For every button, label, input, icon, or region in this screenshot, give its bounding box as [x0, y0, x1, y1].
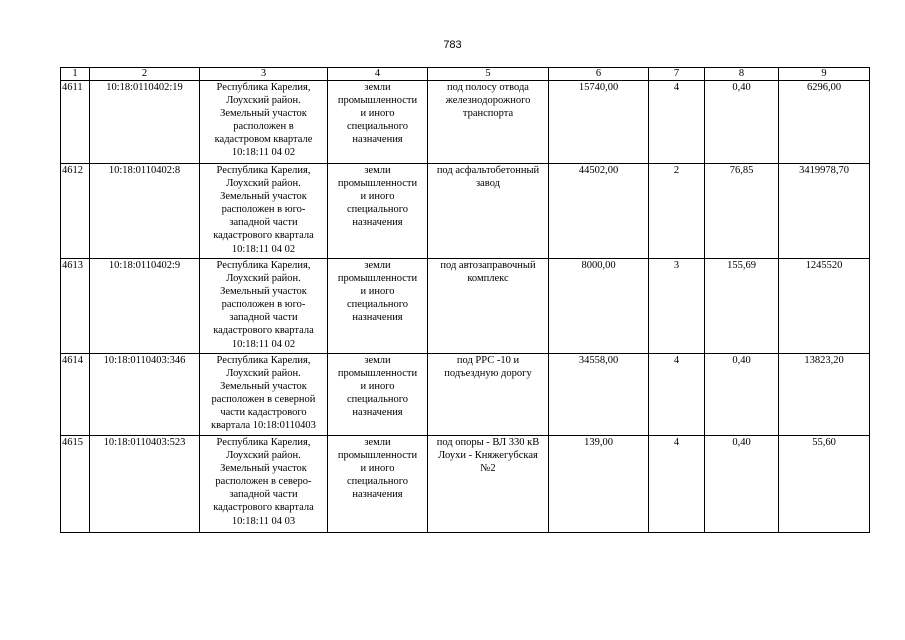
- page-number: 783: [443, 39, 462, 51]
- cadastral-number-cell: 10:18:0110403:346: [90, 354, 200, 436]
- table-header-row: [61, 68, 870, 81]
- value-cell: 3419978,70: [779, 164, 870, 259]
- location-cell: Республика Карелия, Лоухский район. Земельный участок расположен в юго- западной части кадастрового квартала 10:18:11 04 02: [200, 164, 328, 259]
- usage-cell: под опоры - ВЛ 330 кВ Лоухи - Княжегубская №2: [428, 436, 549, 533]
- cadastral-number-cell: 10:18:0110402:19: [90, 81, 200, 164]
- header-cell: 1: [61, 68, 90, 81]
- usage-cell: под асфальтобетонный завод: [428, 164, 549, 259]
- value-cell: 1245520: [779, 259, 870, 354]
- header-cell: 2: [90, 68, 200, 81]
- land-category-cell: земли промышленности и иного специального назначения: [328, 81, 428, 164]
- group-cell: 4: [649, 436, 705, 533]
- area-cell: 44502,00: [549, 164, 649, 259]
- cadastral-number-cell: 10:18:0110402:9: [90, 259, 200, 354]
- location-cell: Республика Карелия, Лоухский район. Земельный участок расположен в юго- западной части кадастрового квартала 10:18:11 04 02: [200, 259, 328, 354]
- usage-cell: под полосу отвода железнодорожного транспорта: [428, 81, 549, 164]
- table-row: [61, 354, 870, 436]
- area-cell: 8000,00: [549, 259, 649, 354]
- row-number-cell: 4612: [61, 164, 90, 259]
- rate-cell: 0,40: [705, 436, 779, 533]
- area-cell: 34558,00: [549, 354, 649, 436]
- location-cell: Республика Карелия, Лоухский район. Земельный участок расположен в кадастровом квартале 10:18:11 04 02: [200, 81, 328, 164]
- group-cell: 4: [649, 354, 705, 436]
- group-cell: 2: [649, 164, 705, 259]
- land-category-cell: земли промышленности и иного специального назначения: [328, 354, 428, 436]
- header-cell: 9: [779, 68, 870, 81]
- row-number-cell: 4611: [61, 81, 90, 164]
- header-cell: 5: [428, 68, 549, 81]
- row-number-cell: 4613: [61, 259, 90, 354]
- land-category-cell: земли промышленности и иного специального назначения: [328, 259, 428, 354]
- value-cell: 13823,20: [779, 354, 870, 436]
- value-cell: 55,60: [779, 436, 870, 533]
- header-cell: 7: [649, 68, 705, 81]
- table-row: [61, 164, 870, 259]
- group-cell: 4: [649, 81, 705, 164]
- rate-cell: 0,40: [705, 81, 779, 164]
- header-cell: 3: [200, 68, 328, 81]
- area-cell: 139,00: [549, 436, 649, 533]
- header-cell: 8: [705, 68, 779, 81]
- land-category-cell: земли промышленности и иного специального назначения: [328, 164, 428, 259]
- cadastral-number-cell: 10:18:0110402:8: [90, 164, 200, 259]
- rate-cell: 0,40: [705, 354, 779, 436]
- land-category-cell: земли промышленности и иного специального назначения: [328, 436, 428, 533]
- location-cell: Республика Карелия, Лоухский район. Земельный участок расположен в северо- западной части кадастрового квартала 10:18:11 04 03: [200, 436, 328, 533]
- group-cell: 3: [649, 259, 705, 354]
- area-cell: 15740,00: [549, 81, 649, 164]
- cadastral-number-cell: 10:18:0110403:523: [90, 436, 200, 533]
- row-number-cell: 4615: [61, 436, 90, 533]
- rate-cell: 76,85: [705, 164, 779, 259]
- row-number-cell: 4614: [61, 354, 90, 436]
- header-cell: 4: [328, 68, 428, 81]
- rate-cell: 155,69: [705, 259, 779, 354]
- table-row: [61, 81, 870, 164]
- usage-cell: под РРС -10 и подъездную дорогу: [428, 354, 549, 436]
- header-cell: 6: [549, 68, 649, 81]
- table-row: [61, 259, 870, 354]
- land-plots-table: [60, 67, 870, 533]
- usage-cell: под автозаправочный комплекс: [428, 259, 549, 354]
- table-row: [61, 436, 870, 533]
- location-cell: Республика Карелия, Лоухский район. Земельный участок расположен в северной части кадастрового квартала 10:18:0110403: [200, 354, 328, 436]
- value-cell: 6296,00: [779, 81, 870, 164]
